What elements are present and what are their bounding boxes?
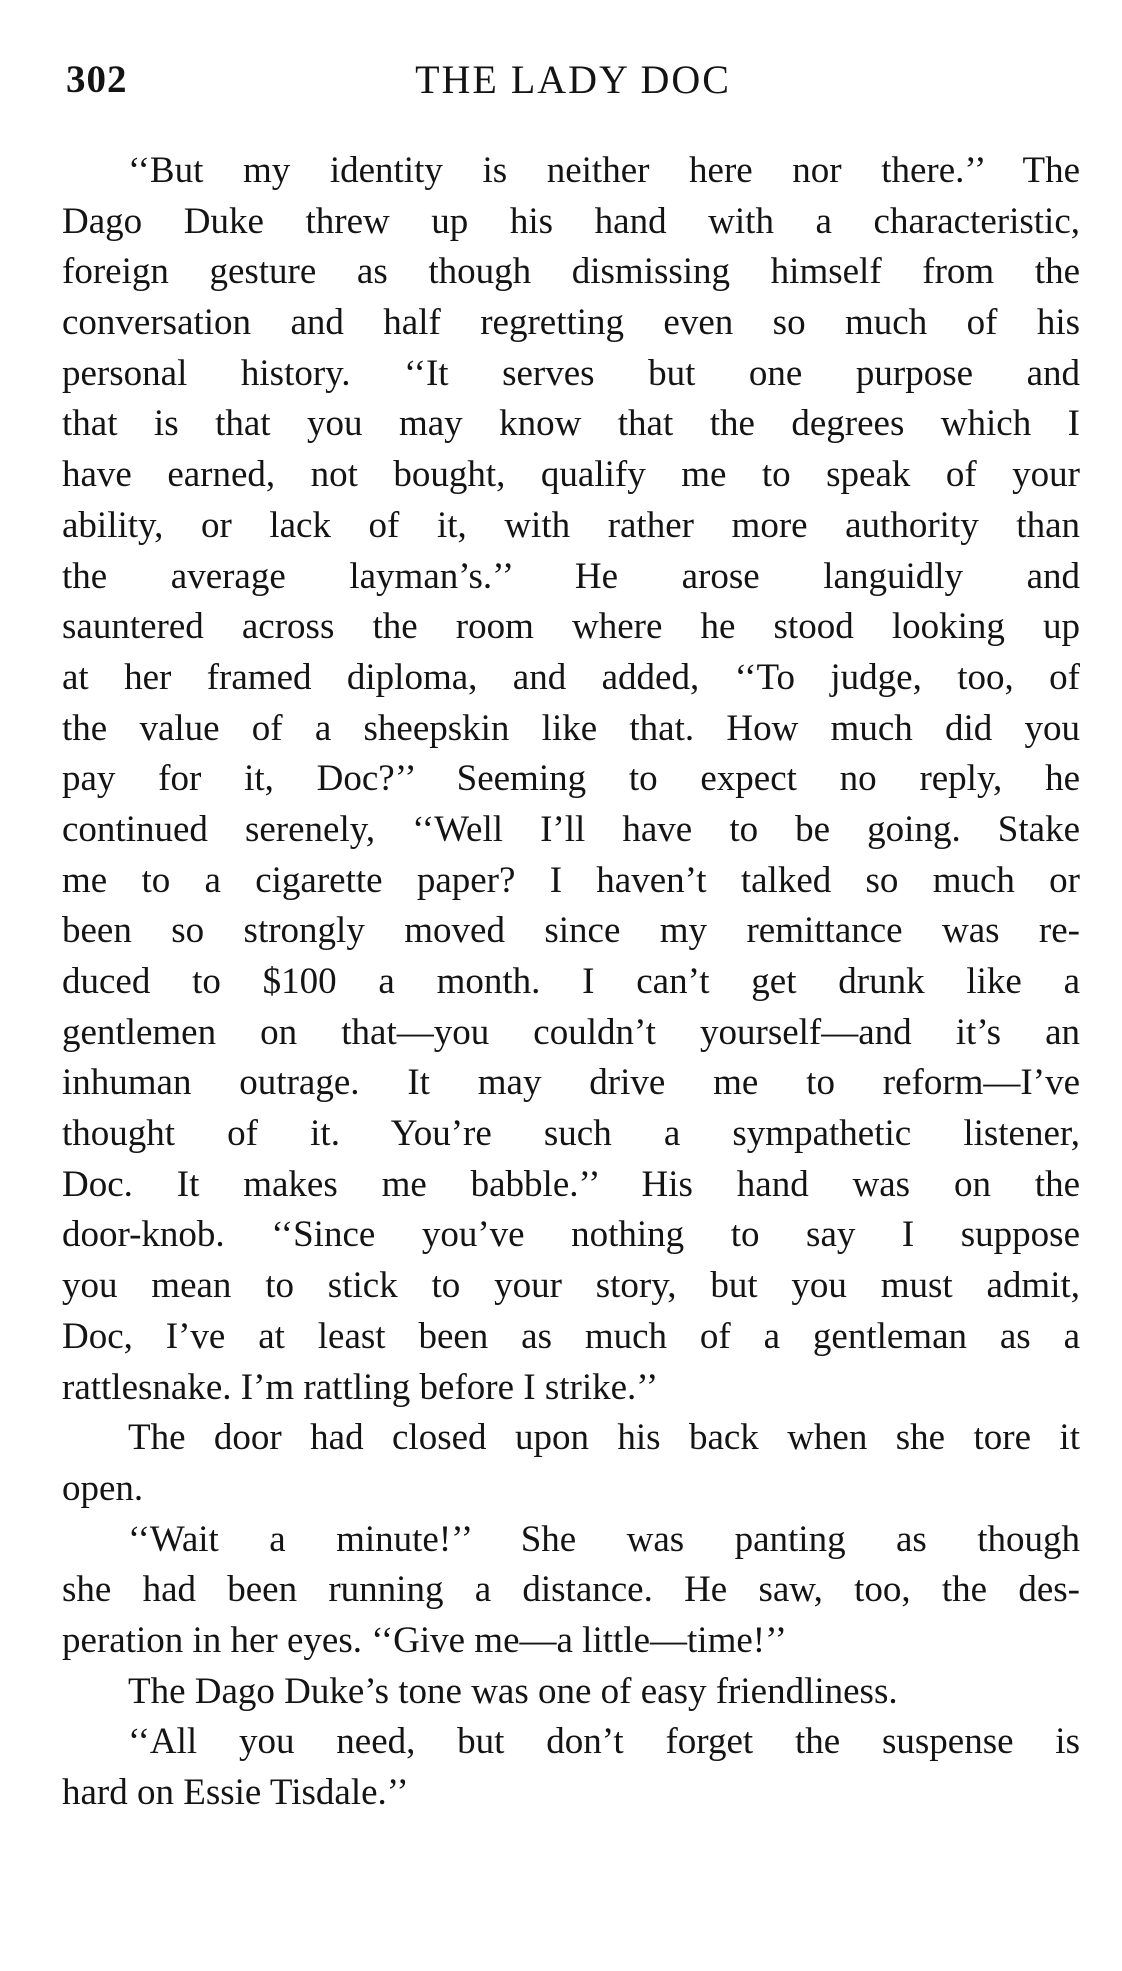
text-line: thought of it. You’re such a sympathetic listener, xyxy=(62,1113,1080,1155)
text-line: me to a cigarette paper? I haven’t talked so much or xyxy=(62,859,1080,901)
text-line: conversation and half regretting even so much of his xyxy=(62,302,1080,344)
text-line: rattlesnake. I’m rattling before I strike.’’ xyxy=(62,1366,659,1408)
text-line: hard on Essie Tisdale.’’ xyxy=(62,1772,409,1813)
text-line: you mean to stick to your story, but you must admit, xyxy=(62,1265,1080,1307)
text-line: have earned, not bought, qualify me to speak of your xyxy=(62,454,1080,496)
text-line: Doc. It makes me babble.’’ His hand was on the xyxy=(62,1163,1080,1205)
text-line: that is that you may know that the degrees which I xyxy=(62,403,1080,445)
book-title: THE LADY DOC xyxy=(415,57,731,102)
text-line: pay for it, Doc?’’ Seeming to expect no reply, he xyxy=(62,758,1080,800)
text-line: the average layman’s.’’ He arose languidly and xyxy=(62,555,1080,597)
text-line: the value of a sheepskin like that. How much did you xyxy=(62,707,1080,749)
text-line: been so strongly moved since my remittance was re- xyxy=(62,910,1080,952)
text-line: open. xyxy=(62,1467,144,1509)
text-line: continued serenely, ‘‘Well I’ll have to be going. Stake xyxy=(62,808,1080,850)
text-line: foreign gesture as though dismissing himself from the xyxy=(62,251,1080,293)
text-line: door-knob. ‘‘Since you’ve nothing to say I suppose xyxy=(62,1214,1080,1256)
text-line: peration in her eyes. ‘‘Give me—a little—time!’’ xyxy=(62,1619,787,1661)
text-line: ‘‘All you need, but don’t forget the suspense is xyxy=(128,1721,1080,1763)
text-line: Dago Duke threw up his hand with a characteristic, xyxy=(62,200,1080,242)
running-head xyxy=(66,50,1080,110)
text-line: at her framed diploma, and added, ‘‘To judge, too, of xyxy=(62,656,1080,698)
text-line: personal history. ‘‘It serves but one purpose and xyxy=(62,352,1080,394)
text-line: gentlemen on that—you couldn’t yourself—and it’s an xyxy=(62,1011,1080,1053)
body-text xyxy=(62,146,1080,1819)
text-line: The Dago Duke’s tone was one of easy friendliness. xyxy=(128,1670,898,1712)
text-line: Doc, I’ve at least been as much of a gentleman as a xyxy=(62,1315,1080,1357)
page-number: 302 xyxy=(66,58,128,101)
text-line: The door had closed upon his back when she tore it xyxy=(128,1417,1080,1459)
text-line: she had been running a distance. He saw, too, the des- xyxy=(62,1569,1080,1611)
text-line: sauntered across the room where he stood looking up xyxy=(62,606,1080,648)
text-line: ‘‘But my identity is neither here nor there.’’ The xyxy=(128,150,1080,191)
text-line: inhuman outrage. It may drive me to reform—I’ve xyxy=(62,1062,1080,1104)
text-line: ability, or lack of it, with rather more authority than xyxy=(62,504,1080,546)
text-line: duced to $100 a month. I can’t get drunk like a xyxy=(62,961,1080,1002)
text-line: ‘‘Wait a minute!’’ She was panting as though xyxy=(128,1518,1080,1560)
